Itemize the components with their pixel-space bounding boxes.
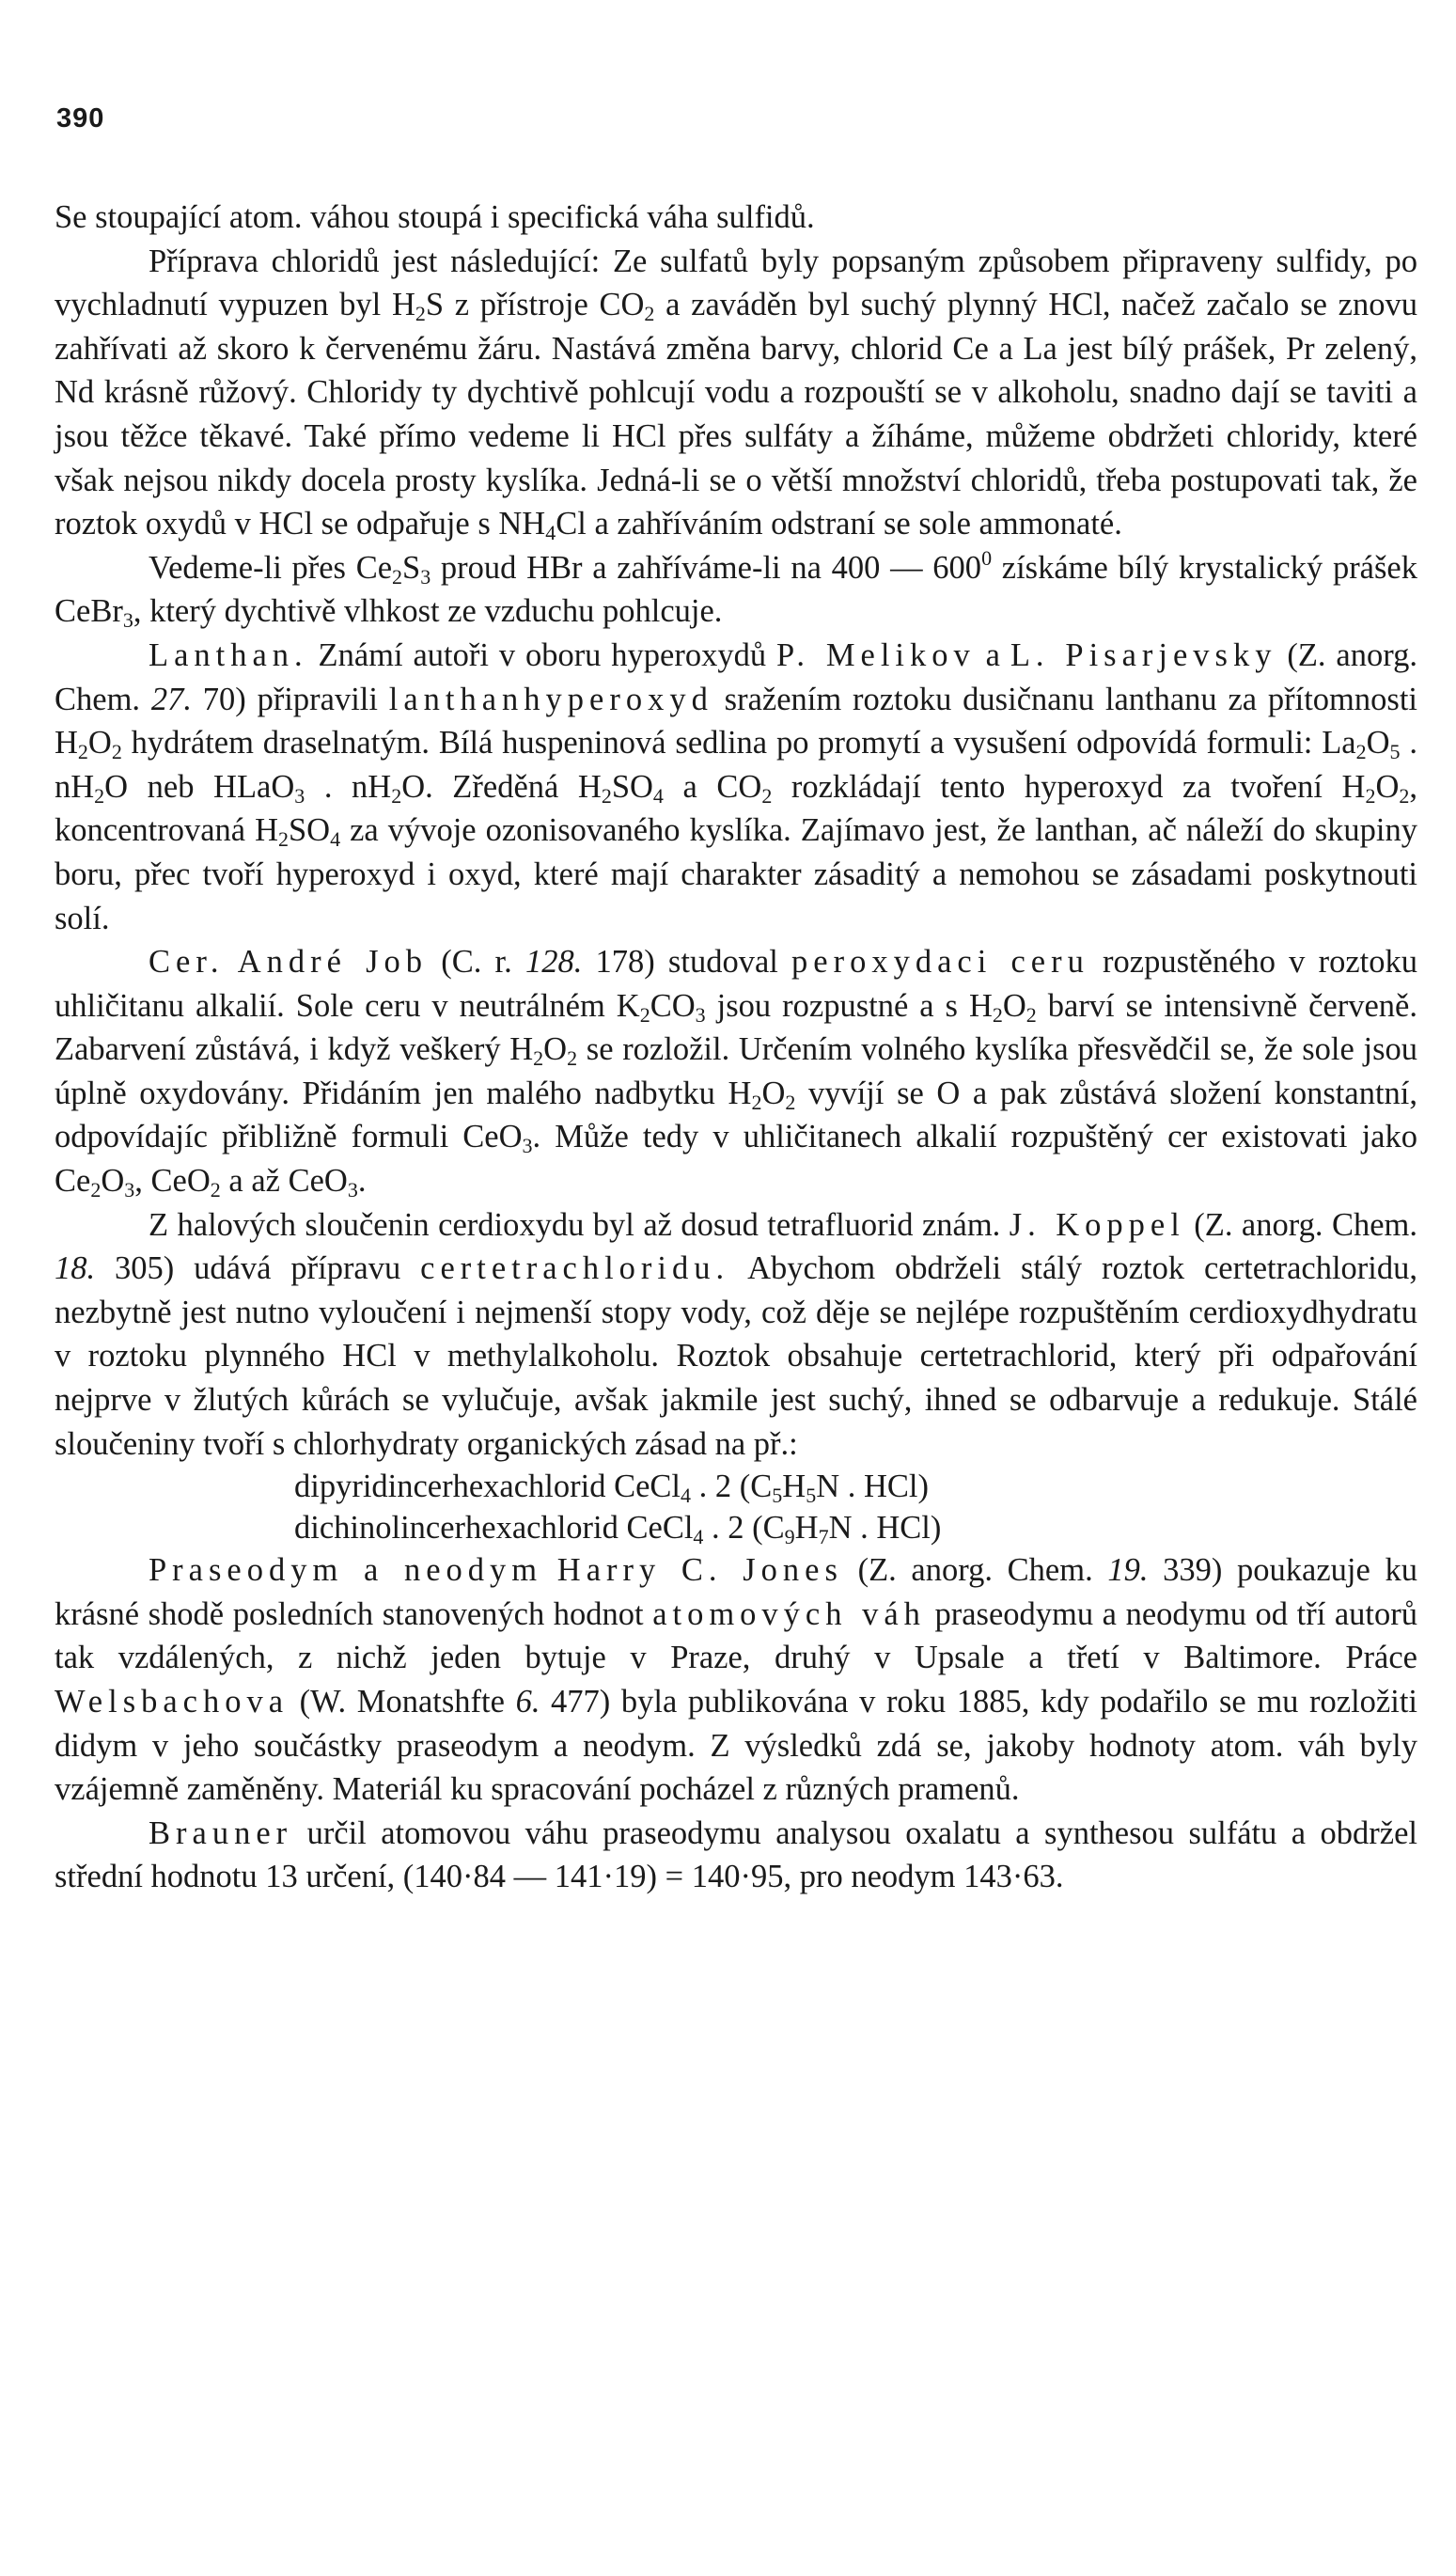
paragraph-praseodymium: Praseodym a neodym Harry C. Jones (Z. anorg. Chem. 19. 339) poukazuje ku krásné shodě posledních stanovených hodnot atomových váh praseodymu a neodymu od tří autorů tak vzdálených, z nichž jeden bytuje v Praze, druhý v Upsale a třetí v Baltimore. Práce Welsbachova (W. Monatshfte 6. 477) byla publikována v roku 1885, kdy podařilo se mu rozložiti didym v jeho součástky praseodym a neodym. Z výsledků zdá se, jakoby hodnoty atom. váh byly vzájemně zaměněny. Materiál ku spracování pocházel z různých pramenů.: [55, 1552, 1418, 1808]
formula-dipyridine: dipyridincerhexachlorid CeCl$_4$ . 2 ($C_5H_5N$ . HCl): [294, 1469, 929, 1508]
paragraph-cerium: Cer. André Job (C. r. 128. 178) studoval peroxydaci ceru rozpustěného v roztoku uhličitanu alkalií. Sole ceru v neutrálném $K_2CO_3$ jsou rozpustné a s $H_2O_2$ barví se intensivně červeně. Zabarvení zůstává, i když veškerý $H_2O_2$ se rozložil. Určením volného kyslíka přesvědčil se, že sole jsou úplně oxydovány. Přidáním jen malého nadbytku $H_2O_2$ vyvíjí se O a pak zůstává složení konstantní, odpovídajíc přibližně formuli CeO$_3$. Může tedy v uhličitanech alkalií rozpuštěný cer existovati jako $Ce_2O_3$, CeO$_2$ a až CeO$_3$.: [55, 944, 1417, 1202]
paragraph-lanthanum: Lanthan. Známí autoři v oboru hyperoxydů P. Melikov a L. Pisarjevsky (Z. anorg. Chem. 27. 70) připravili lanthanhyperoxyd sražením roztoku dusičnanu lanthanu za přítomnosti $H_2O_2$ hydrátem draselnatým. Bílá huspeninová sedlina po promytí a vysušení odpovídá formuli: $La_2O_5$ . $nH_2O$ neb HLaO$_3$ . $nH_2O$. Zředěná $H_2SO_4$ a $CO_2$ rozkládají tento hyperoxyd za tvoření $H_2O_2$, koncentrovaná $H_2SO_4$ za vývoje ozonisovaného kyslíka. Zajímavo jest, že lanthan, ač náleží do skupiny boru, přec tvoří hyperoxyd i oxyd, které mají charakter zásaditý a nemohou se zásadami poskytnouti solí.: [55, 636, 1418, 936]
author-name: André Job: [237, 944, 429, 981]
author-name: Welsbachova: [55, 1684, 290, 1720]
paragraph-chlorides: Příprava chloridů jest následující: Ze sulfatů byly popsaným způsobem připraveny sulfidy, po vychladnutí vypuzen byl $H_2S$ z přístroje $CO_2$ a zaváděn byl suchý plynný HCl, načež začalo se znovu zahřívati až skoro k červenému žáru. Nastává změna barvy, chlorid Ce a La jest bílý prášek, Pr zelený, Nd krásně růžový. Chloridy ty dychtivě pohlcují vodu a rozpouští se v alkoholu, snadno dají se taviti a jsou těžce těkavé. Také přímo vedeme li HCl přes sulfáty a žíháme, můžeme obdržeti chloridy, které však nejsou nikdy docela prosty kyslíka. Jedná-li se o větší množství chloridů, třeba postupovati tak, že roztok oxydů v HCl se odpařuje s $NH_4Cl$ a zahříváním odstraní se sole ammonaté.: [55, 243, 1417, 545]
formula-dichinoline: dichinolincerhexachlorid CeCl$_4$ . 2 ($C_9H_7N$ . HCl): [294, 1510, 942, 1549]
paragraph-brauner: Brauner určil atomovou váhu praseodymu analysou oxalatu a synthesou sulfátu a obdržel střední hodnotu 13 určení, (140·84 — 141·19) = 140·95, pro neodym 143·63.: [55, 1814, 1417, 1895]
author-name: J. Koppel: [1009, 1206, 1185, 1243]
author-name: Brauner: [149, 1814, 293, 1851]
author-name: Harry C. Jones: [556, 1552, 843, 1589]
paragraph-cerium-halides: Z halových sloučenin cerdioxydu byl až dosud tetrafluorid znám. J. Koppel (Z. anorg. Chem. 18. 305) udává přípravu certetrachloridu. Abychom obdrželi stálý roztok certetrachloridu, nezbytně jest nutno vyloučení i nejmenší stopy vody, což děje se nejlépe rozpuštěním cerdioxydhydratu v roztoku plynného HCl v methylalkoholu. Roztok obsahuje certetrachlorid, který při odpařování nejprve v žlutých kůrách se vylučuje, avšak jakmile jest suchý, ihned se odbarvuje a redukuje. Stálé sloučeniny tvoří s chlorhydraty organických zásad na př.:: [55, 1206, 1417, 1462]
page-number: 390: [56, 103, 105, 134]
author-name: P. Melikov: [775, 636, 976, 673]
section-heading-lanthanum: Lanthan.: [149, 636, 308, 673]
paragraph-atomic-weight: Se stoupající atom. váhou stoupá i specifická váha sulfidů.: [55, 199, 815, 235]
section-heading-praseodymium: Praseodym a neodym: [149, 1552, 543, 1589]
paragraph-bromides: Vedeme-li přes $Ce_2S_3$ proud HBr a zahříváme-li na 400 — $600^0$ získáme bílý krystalický prášek CeBr$_3$, který dychtivě vlhkost ze vzduchu pohlcuje.: [55, 545, 1417, 633]
term-emphasis: peroxydaci ceru: [791, 944, 1089, 981]
term-emphasis: certetrachloridu.: [420, 1250, 730, 1287]
term-emphasis: atomových váh: [652, 1595, 926, 1632]
term-emphasis: lanthanhyperoxyd: [388, 681, 713, 717]
author-name: L. Pisarjevsky: [1010, 636, 1277, 673]
body-text: [55, 196, 1417, 1899]
section-heading-cerium: Cer.: [149, 944, 225, 981]
